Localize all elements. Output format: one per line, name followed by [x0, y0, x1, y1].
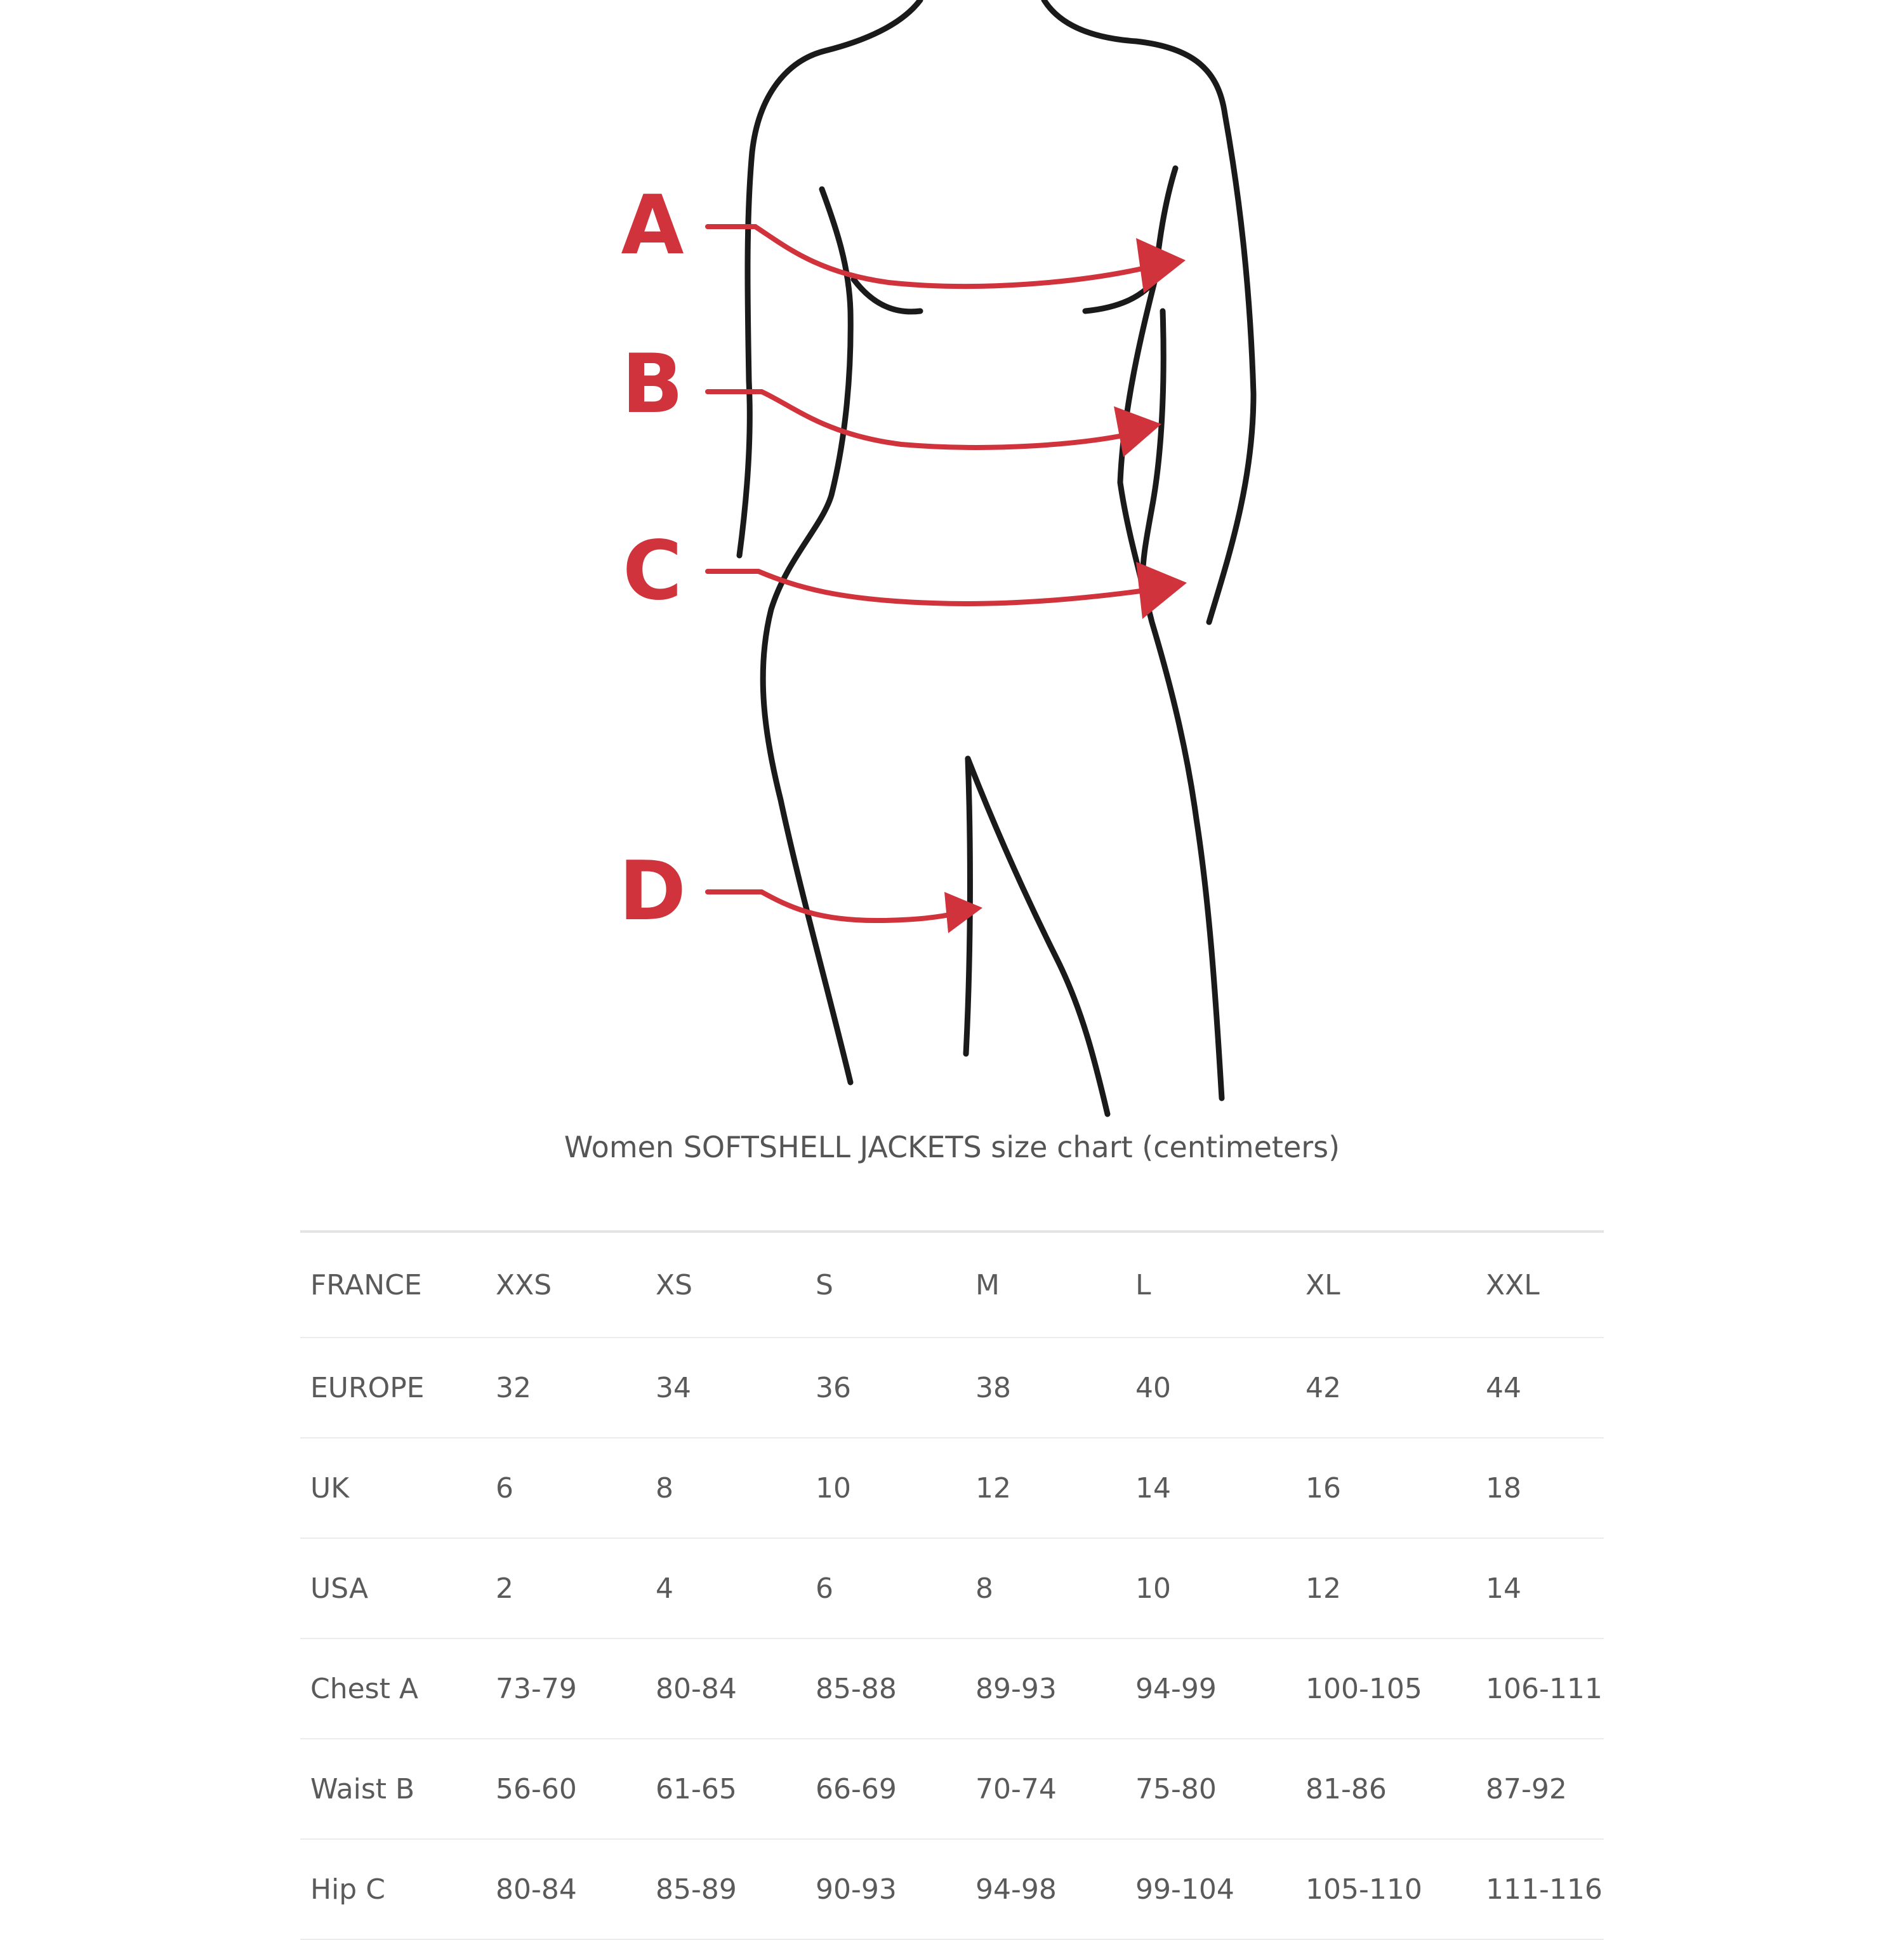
arrow-c-head — [1136, 562, 1187, 619]
table-row — [300, 1739, 1604, 1839]
table-cell: 81-86 — [1295, 1739, 1476, 1839]
row-label-cell: Waist B — [300, 1739, 486, 1839]
table-cell: 61-65 — [645, 1739, 805, 1839]
table-cell: 4 — [645, 1538, 805, 1638]
table-cell: 16 — [1295, 1438, 1476, 1538]
table-cell: 56-60 — [486, 1739, 645, 1839]
row-label-cell: Chest A — [300, 1638, 486, 1739]
table-cell: 94-98 — [965, 1839, 1125, 1939]
table-row — [300, 1538, 1604, 1638]
table-cell: 70-74 — [965, 1739, 1125, 1839]
table-cell: 89-93 — [965, 1638, 1125, 1739]
table-cell: 36 — [805, 1338, 965, 1438]
table-cell: 66-69 — [805, 1739, 965, 1839]
table-cell: 94-99 — [1125, 1638, 1295, 1739]
table-cell: 85-89 — [645, 1839, 805, 1939]
table-cell: 8 — [645, 1438, 805, 1538]
table-cell: 80-84 — [486, 1839, 645, 1939]
table-cell: 38 — [965, 1338, 1125, 1438]
table-cell: 10 — [805, 1438, 965, 1538]
table-cell: 14 — [1125, 1438, 1295, 1538]
table-cell: 12 — [965, 1438, 1125, 1538]
table-cell: 100-105 — [1295, 1638, 1476, 1739]
size-chart-body — [300, 1232, 1604, 1939]
table-cell: 6 — [486, 1438, 645, 1538]
table-cell: XS — [645, 1232, 805, 1338]
row-label-cell: FRANCE — [300, 1232, 486, 1338]
marker-d-label: D — [618, 844, 687, 939]
arrow-d-line — [708, 892, 958, 920]
table-row — [300, 1438, 1604, 1538]
row-label-cell: EUROPE — [300, 1338, 486, 1438]
neck-right-line — [1044, 0, 1225, 114]
table-cell: 106-111 — [1476, 1638, 1604, 1739]
right-arm-inner-line — [1142, 311, 1163, 584]
marker-c-label: C — [623, 524, 682, 618]
table-cell: 105-110 — [1295, 1839, 1476, 1939]
table-cell: 14 — [1476, 1538, 1604, 1638]
size-chart-table — [300, 1230, 1604, 1940]
table-row — [300, 1638, 1604, 1739]
row-label-cell: USA — [300, 1538, 486, 1638]
table-cell: XL — [1295, 1232, 1476, 1338]
row-label-cell: Hip C — [300, 1839, 486, 1939]
table-cell: S — [805, 1232, 965, 1338]
inner-leg-right-line — [968, 759, 1107, 1114]
size-chart-caption: Women SOFTSHELL JACKETS size chart (centimeters) — [564, 1130, 1340, 1164]
table-cell: 42 — [1295, 1338, 1476, 1438]
table-cell: 34 — [645, 1338, 805, 1438]
left-torso-outline — [763, 189, 850, 1082]
table-cell: 75-80 — [1125, 1739, 1295, 1839]
arrow-a-line — [708, 227, 1142, 286]
row-label-cell: UK — [300, 1438, 486, 1538]
table-cell: 10 — [1125, 1538, 1295, 1638]
table-cell: 99-104 — [1125, 1839, 1295, 1939]
neck-left-line — [752, 0, 920, 152]
table-cell: XXS — [486, 1232, 645, 1338]
table-row — [300, 1232, 1604, 1338]
table-cell: 73-79 — [486, 1638, 645, 1739]
arrow-d-head — [944, 892, 982, 933]
table-row — [300, 1338, 1604, 1438]
table-cell: 85-88 — [805, 1638, 965, 1739]
table-cell: 111-116 — [1476, 1839, 1604, 1939]
marker-b-label: B — [621, 337, 684, 432]
table-cell: XXL — [1476, 1232, 1604, 1338]
table-cell: 80-84 — [645, 1638, 805, 1739]
table-cell: 40 — [1125, 1338, 1295, 1438]
table-cell: 44 — [1476, 1338, 1604, 1438]
right-arm-outline — [1209, 114, 1253, 622]
table-cell: L — [1125, 1232, 1295, 1338]
table-cell: 18 — [1476, 1438, 1604, 1538]
table-cell: 90-93 — [805, 1839, 965, 1939]
left-arm-outline — [739, 152, 752, 555]
table-cell: M — [965, 1232, 1125, 1338]
table-cell: 12 — [1295, 1538, 1476, 1638]
marker-a-label: A — [621, 178, 684, 273]
table-cell: 2 — [486, 1538, 645, 1638]
table-cell: 32 — [486, 1338, 645, 1438]
table-row — [300, 1839, 1604, 1939]
right-torso-outline — [1120, 168, 1222, 1098]
table-cell: 8 — [965, 1538, 1125, 1638]
table-cell: 87-92 — [1476, 1739, 1604, 1839]
table-cell: 6 — [805, 1538, 965, 1638]
arrow-b-line — [708, 392, 1127, 448]
